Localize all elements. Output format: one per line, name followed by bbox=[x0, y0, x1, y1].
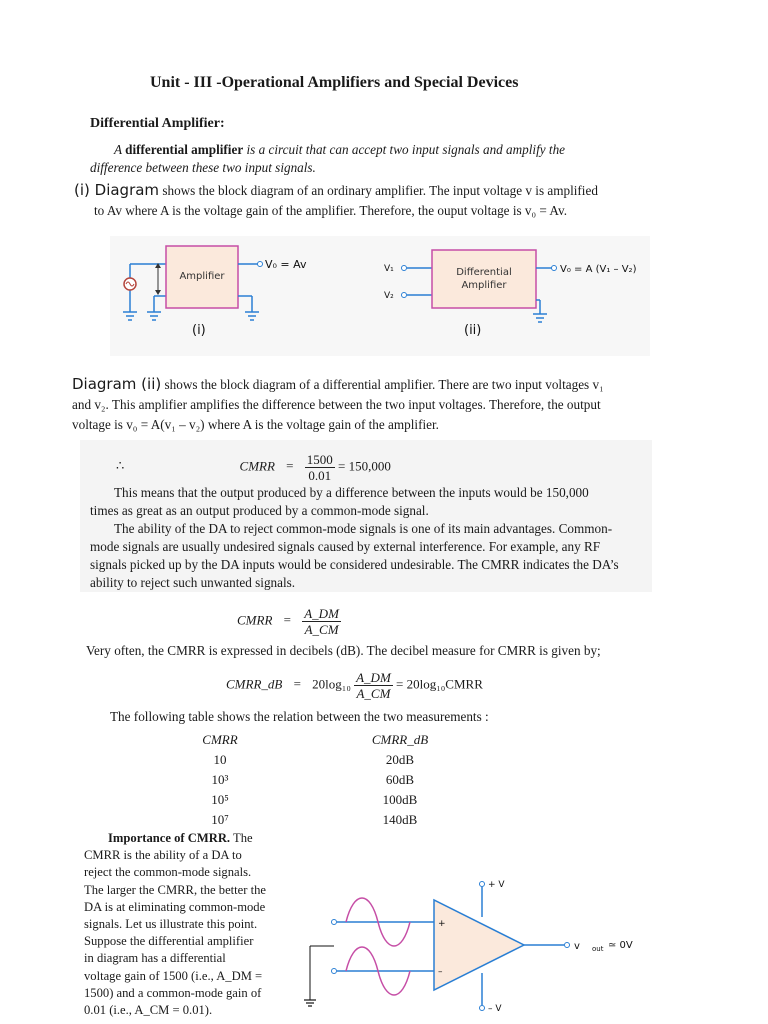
table-row bbox=[180, 770, 440, 790]
input-v2-label: V₂ bbox=[384, 291, 394, 301]
cmrr-db-num: A_DM bbox=[356, 670, 391, 685]
meaning-paragraph bbox=[90, 484, 648, 520]
cmrr-example-lhs: CMRR bbox=[239, 458, 275, 474]
diagram-i-line1: shows the block diagram of an ordinary amplifier. The input voltage v is amplified bbox=[162, 183, 598, 198]
caption-i: (i) bbox=[192, 323, 206, 338]
intro-term: differential amplifier bbox=[125, 142, 244, 157]
plus-v-label: + V bbox=[488, 880, 505, 890]
diagram-i-paragraph bbox=[74, 180, 644, 221]
cmrr-db-equation bbox=[226, 670, 483, 701]
importance-line: 0.01 (i.e., A_CM = 0.01). bbox=[84, 1003, 213, 1018]
importance-line: Suppose the differential amplifier bbox=[84, 934, 254, 949]
cmrr-db-den: A_CM bbox=[356, 686, 391, 701]
cmrr-example-den: 0.01 bbox=[308, 468, 332, 483]
diagram-ii-line2: and v₂. This amplifier amplifies the difference between the two input voltages. Therefore, the output bbox=[72, 397, 601, 412]
table-col1-header: CMRR bbox=[202, 732, 238, 747]
table-cell-db: 20dB bbox=[385, 752, 415, 767]
ability-paragraph bbox=[90, 520, 648, 592]
table-row bbox=[180, 810, 440, 830]
diagram-ii-line1: shows the block diagram of a differential amplifier. There are two input voltages v₁ bbox=[164, 377, 604, 392]
importance-line: The larger the CMRR, the better the bbox=[84, 882, 266, 897]
table-cell-db: 100dB bbox=[382, 792, 418, 807]
ability-line4: ability to reject such unwanted signals. bbox=[90, 575, 296, 590]
importance-line: The bbox=[233, 831, 253, 845]
cmrr-table bbox=[180, 730, 440, 830]
output-value-label: ≃ 0V bbox=[608, 940, 633, 951]
cmrr-db-eq: = bbox=[293, 676, 301, 692]
intro-paragraph bbox=[90, 141, 635, 177]
cmrr-def-den: A_CM bbox=[304, 622, 339, 637]
diagram-ii-paragraph bbox=[72, 374, 642, 435]
importance-line: 1500) and a common-mode gain of bbox=[84, 985, 262, 1000]
table-cell-db: 60dB bbox=[385, 772, 415, 787]
opamp-plus-sign: + bbox=[438, 919, 446, 929]
cmrr-db-pre: 20log₁₀ bbox=[312, 676, 351, 692]
diagram-i-line2: to Av where A is the voltage gain of the amplifier. Therefore, the ouput voltage is v₀ = Av. bbox=[94, 203, 567, 218]
meaning-line2: times as great as an output produced by a common-mode signal. bbox=[90, 503, 429, 518]
ability-line2: mode signals are usually undesired signals caused by external interference. For example, any RF bbox=[90, 539, 601, 554]
input-v1-label: V₁ bbox=[384, 264, 394, 274]
importance-line: CMRR is the ability of a DA to bbox=[84, 848, 242, 863]
table-cell-db: 140dB bbox=[382, 812, 418, 827]
caption-ii: (ii) bbox=[464, 323, 482, 338]
importance-line: voltage gain of 1500 (i.e., A_DM = bbox=[84, 968, 263, 983]
cmrr-def-num: A_DM bbox=[304, 606, 339, 621]
diff-label-1: Differential bbox=[456, 267, 512, 278]
opamp-triangle-icon bbox=[434, 900, 524, 990]
table-cell-cmrr: 10³ bbox=[211, 772, 229, 787]
cmrr-def-lhs: CMRR bbox=[237, 612, 273, 628]
opamp-minus-sign: – bbox=[438, 967, 443, 977]
table-col2-header: CMRR_dB bbox=[371, 732, 429, 747]
diagram-i-label: (i) Diagram bbox=[74, 181, 160, 199]
meaning-line1: This means that the output produced by a difference between the inputs would be 150,000 bbox=[114, 485, 589, 500]
cmrr-def-eq: = bbox=[283, 612, 291, 628]
importance-line: in diagram has a differential bbox=[84, 951, 226, 966]
intro-line2: difference between these two input signals. bbox=[90, 160, 316, 175]
importance-heading: Importance of CMRR. bbox=[108, 831, 231, 845]
therefore-symbol: ∴ bbox=[116, 458, 125, 474]
decibel-paragraph: Very often, the CMRR is expressed in decibels (dB). The decibel measure for CMRR is given by; bbox=[86, 643, 601, 658]
cmrr-db-lhs: CMRR_dB bbox=[226, 676, 283, 692]
cmrr-example-eq: = bbox=[286, 458, 294, 474]
diff-output-label: V₀ = A (V₁ – V₂) bbox=[560, 264, 637, 275]
cmrr-definition bbox=[237, 606, 341, 637]
output-v-label: v bbox=[574, 941, 580, 952]
ability-line3: signals picked up by the DA inputs would be considered undesirable. The CMRR indicates the DA’s bbox=[90, 557, 619, 572]
amplifier-output-label: V₀ = Av bbox=[265, 258, 307, 271]
page-title: Unit - III -Operational Amplifiers and Special Devices bbox=[150, 74, 519, 91]
importance-line: reject the common-mode signals. bbox=[84, 865, 252, 880]
cmrr-example-result: = 150,000 bbox=[338, 458, 391, 474]
ability-line1: The ability of the DA to reject common-mode signals is one of its main advantages. Common- bbox=[114, 521, 613, 536]
minus-v-label: – V bbox=[488, 1004, 502, 1014]
importance-line: DA is at eliminating common-mode bbox=[84, 899, 266, 914]
table-row bbox=[180, 750, 440, 770]
diff-label-2: Amplifier bbox=[461, 280, 507, 291]
intro-article: A bbox=[114, 142, 122, 157]
table-cell-cmrr: 10⁷ bbox=[211, 812, 229, 827]
importance-paragraph bbox=[84, 830, 284, 1019]
table-cell-cmrr: 10 bbox=[213, 752, 227, 767]
opamp-figure bbox=[296, 870, 646, 1018]
importance-line: signals. Let us illustrate this point. bbox=[84, 917, 258, 932]
output-sub-label: out bbox=[592, 945, 604, 953]
cmrr-db-post: = 20log₁₀CMRR bbox=[396, 676, 483, 692]
section-heading: Differential Amplifier: bbox=[90, 116, 225, 131]
diagram-ii-line3: voltage is v₀ = A(v₁ – v₂) where A is the voltage gain of the amplifier. bbox=[72, 417, 439, 432]
table-header bbox=[180, 730, 440, 750]
amplifier-label: Amplifier bbox=[179, 271, 225, 282]
table-cell-cmrr: 10⁵ bbox=[211, 792, 229, 807]
cmrr-example-equation bbox=[116, 452, 516, 483]
cmrr-example-num: 1500 bbox=[306, 452, 333, 467]
block-diagrams-figure bbox=[110, 236, 650, 356]
table-row bbox=[180, 790, 440, 810]
diagram-ii-label: Diagram (ii) bbox=[72, 375, 162, 393]
intro-line1: is a circuit that can accept two input signals and amplify the bbox=[246, 142, 566, 157]
table-intro: The following table shows the relation between the two measurements : bbox=[110, 709, 489, 724]
